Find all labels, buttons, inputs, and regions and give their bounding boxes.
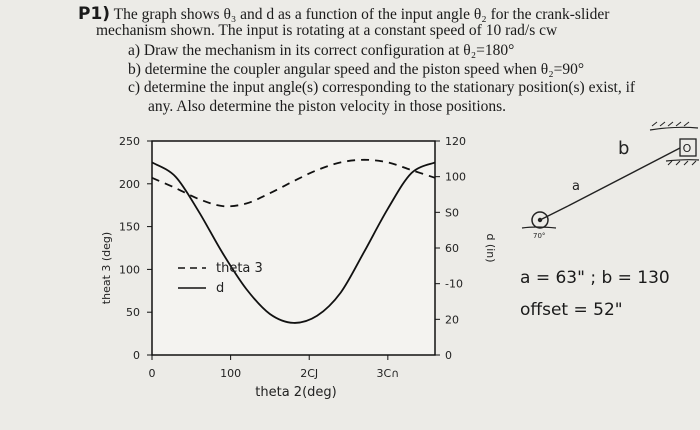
y-left-tick-label: 250 (119, 135, 140, 148)
slider-label: O (682, 142, 692, 155)
ground-line-top (650, 127, 698, 130)
x-tick-label: 0 (148, 367, 156, 380)
note-lengths: a = 63" ; b = 130 (520, 268, 670, 288)
y-right-tick-label: S0 (445, 206, 459, 220)
y-right-tick-label: -10 (445, 277, 463, 291)
ground-line-bottom (666, 160, 699, 161)
label-a: a (572, 179, 580, 194)
y-left-tick-label: 0 (133, 349, 140, 362)
y-left-tick-label: 50 (126, 306, 140, 320)
x-axis-ticks (149, 355, 400, 380)
ground-hatch-top (652, 122, 689, 126)
angle-mark: 70° (533, 232, 546, 240)
note-offset: offset = 52" (520, 300, 623, 320)
mechanism-sketch (500, 118, 700, 240)
x-tick-label: 100 (220, 367, 242, 380)
problem-line-2: mechanism shown. The input is rotating at a constant speed of 10 rad/s cw (96, 22, 558, 39)
y-right-tick-label: 0 (445, 349, 452, 362)
problem-text-1: The graph shows θ₃ and d as a function of the input angle θ₂ for the crank-slider (113, 6, 610, 23)
label-b: b (618, 138, 630, 159)
y-right-tick-label: 20 (445, 313, 459, 327)
left-axis-ticks (119, 135, 152, 362)
x-tick-label: 3C∩ (376, 367, 400, 380)
y-left-tick-label: 100 (119, 263, 140, 277)
y-left-axis-label: theat 3 (deg) (100, 231, 113, 305)
y-left-tick-label: 150 (119, 220, 140, 234)
right-axis-ticks (435, 135, 466, 362)
legend-label-d: d (216, 281, 225, 296)
part-c-continued: any. Also determine the piston velocity in those positions. (148, 98, 507, 115)
crank-pivot-center (538, 218, 542, 222)
part-a: a) Draw the mechanism in its correct configuration at θ₂=180° (128, 42, 515, 59)
part-b: b) determine the coupler angular speed and the piston speed when θ₂=90° (128, 61, 585, 78)
y-left-tick-label: 200 (119, 177, 140, 191)
x-tick-label: 2CJ (300, 367, 319, 380)
problem-line-1 (78, 4, 609, 24)
theta-d-chart (0, 120, 520, 420)
problem-statement (0, 0, 700, 125)
y-right-tick-label: 120 (445, 135, 466, 148)
legend-label-theta3: theta 3 (216, 261, 263, 276)
y-right-tick-label: 100 (445, 170, 466, 184)
y-right-tick-label: 60 (445, 242, 459, 255)
part-c: c) determine the input angle(s) corresponding to the stationary position(s) exist, if (128, 79, 636, 96)
y-right-axis-label: d (in) (484, 233, 497, 263)
x-axis-label: theta 2(deg) (255, 385, 337, 400)
problem-number: P1) (78, 4, 111, 24)
ground-hatch-bottom (668, 161, 696, 165)
